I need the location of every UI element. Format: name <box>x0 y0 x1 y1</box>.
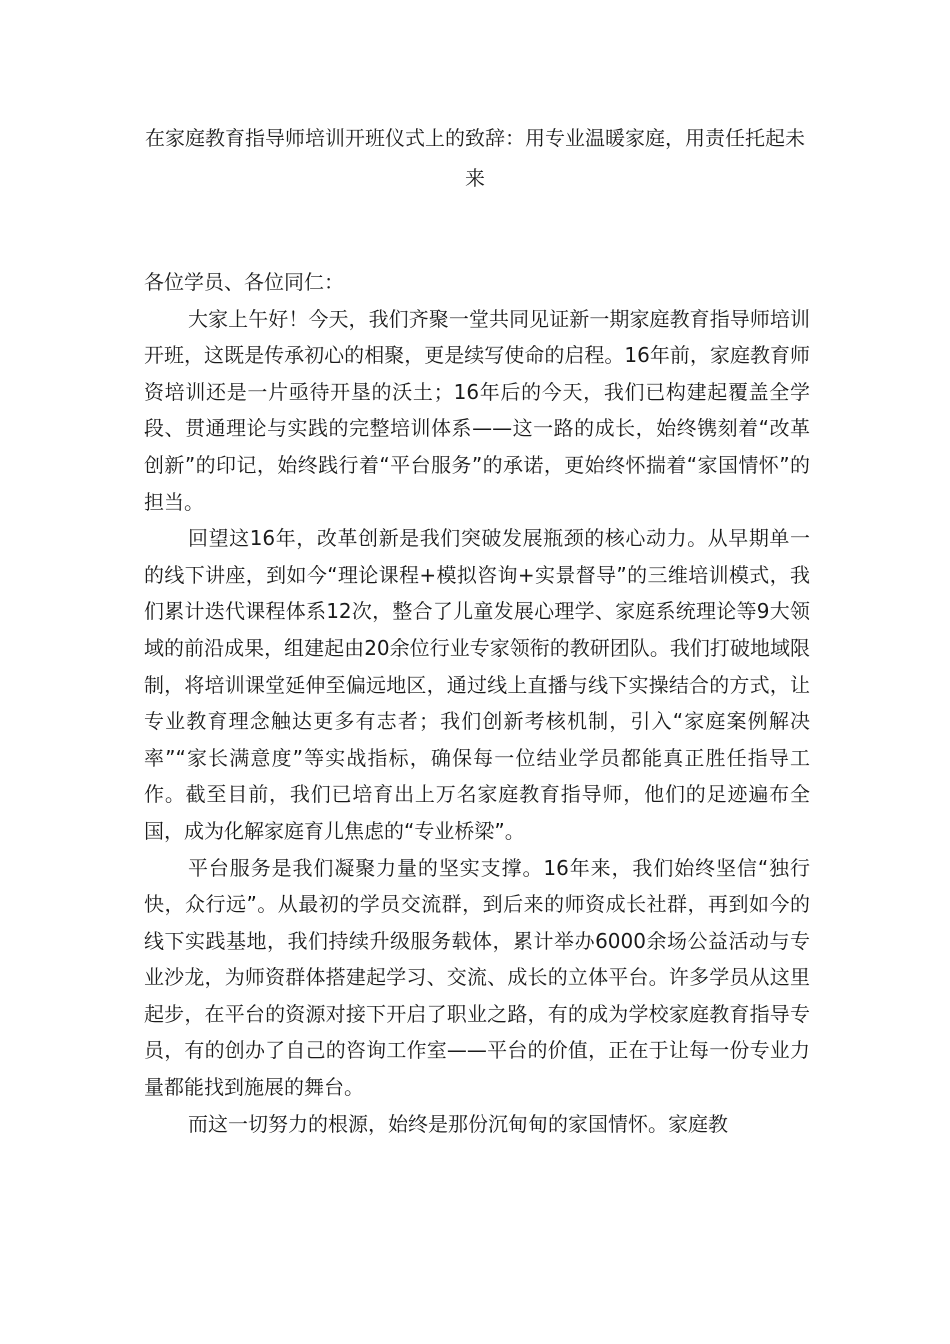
paragraph-opening: 大家上午好！今天，我们齐聚一堂共同见证新一期家庭教育指导师培训开班，这既是传承初心的相聚，更是续写使命的启程。16年前，家庭教育师资培训还是一片亟待开垦的沃土；16年后的今天，我们已构建起覆盖全学段、贯通理论与实践的完整培训体系——这一路的成长，始终镌刻着“改革创新”的印记，始终践行着“平台服务”的承诺，更始终怀揣着“家国情怀”的担当。 <box>144 306 810 514</box>
salutation: 各位学员、各位同仁： <box>144 270 344 294</box>
paragraph-national-sentiment: 而这一切努力的根源，始终是那份沉甸甸的家国情怀。家庭教 <box>188 1111 728 1136</box>
paragraph-platform-service: 平台服务是我们凝聚力量的坚实支撑。16年来，我们始终坚信“独行快，众行远”。从最初的学员交流群，到后来的师资成长社群，再到如今的线下实践基地，我们持续升级服务载体，累计举办6000余场公益活动与专业沙龙，为师资群体搭建起学习、交流、成长的立体平台。许多学员从这里起步，在平台的资源对接下开启了职业之路，有的成为学校家庭教育指导专员，有的创办了自己的咨询工作室——平台的价值，正在于让每一份专业力量都能找到施展的舞台。 <box>144 855 810 1100</box>
paragraph-reform-innovation: 回望这16年，改革创新是我们突破发展瓶颈的核心动力。从早期单一的线下讲座，到如今“理论课程+模拟咨询+实景督导”的三维培训模式，我们累计迭代课程体系12次，整合了儿童发展心理学、家庭系统理论等9大领域的前沿成果，组建起由20余位行业专家领衔的教研团队。我们打破地域限制，将培训课堂延伸至偏远地区，通过线上直播与线下实操结合的方式，让专业教育理念触达更多有志者；我们创新考核机制，引入“家庭案例解决率”“家长满意度”等实战指标，确保每一位结业学员都能真正胜任指导工作。截至目前，我们已培育出上万名家庭教育指导师，他们的足迹遍布全国，成为化解家庭育儿焦虑的“专业桥梁”。 <box>144 526 810 843</box>
document-title: 在家庭教育指导师培训开班仪式上的致辞：用专业温暖家庭，用责任托起未来 <box>145 126 805 190</box>
document-body <box>144 264 810 1142</box>
